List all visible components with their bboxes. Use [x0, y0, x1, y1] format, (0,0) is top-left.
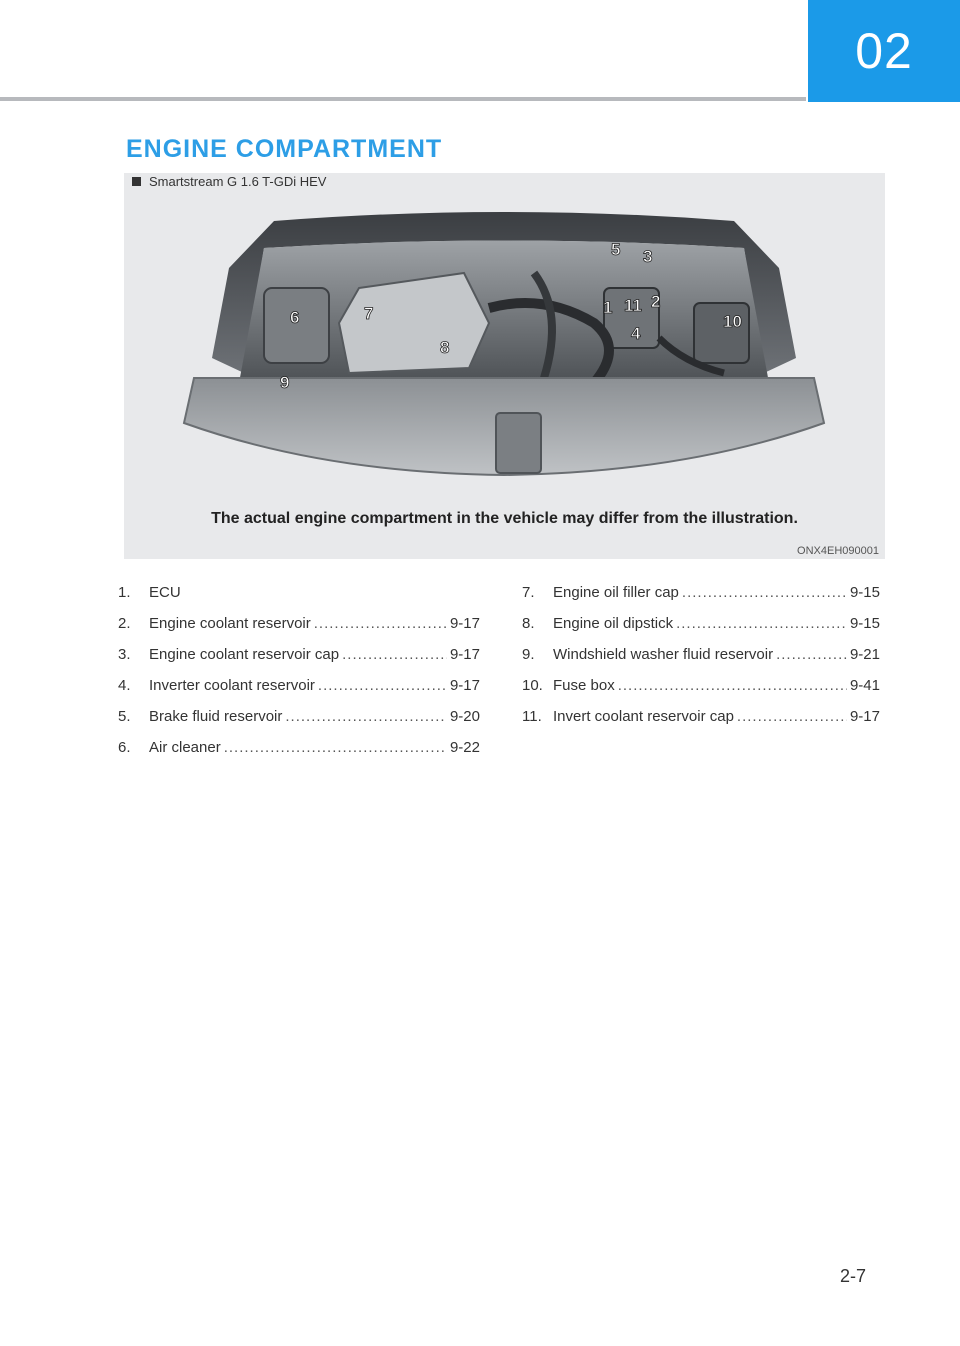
list-item: 9. Windshield washer fluid reservoir ..... 9-21	[522, 646, 880, 677]
leader-dots	[318, 677, 447, 694]
callout-3: 3	[643, 247, 653, 266]
list-item: 4. Inverter coolant reservoir ..... 9-17	[118, 677, 480, 708]
list-item: 5. Brake fluid reservoir ..... 9-20	[118, 708, 480, 739]
callout-7: 7	[364, 304, 374, 323]
figure-caption	[132, 174, 326, 189]
callout-8: 8	[440, 338, 450, 357]
leader-dots	[776, 646, 847, 663]
component-list-right	[522, 584, 880, 739]
list-item: 1. ECU	[118, 584, 181, 601]
leader-dots	[737, 708, 847, 725]
callout-9: 9	[280, 373, 290, 392]
list-item: 10. Fuse box ..... 9-41	[522, 677, 880, 708]
callout-10: 10	[723, 312, 742, 331]
chapter-tab: 02	[808, 0, 960, 102]
engine-cover	[339, 273, 489, 373]
leader-dots	[618, 677, 847, 694]
leader-dots	[224, 739, 447, 756]
callout-2: 2	[651, 292, 661, 311]
list-item: 8. Engine oil dipstick ..... 9-15	[522, 615, 880, 646]
list-item: 6. Air cleaner ..... 9-22	[118, 739, 480, 770]
figure-note: The actual engine compartment in the vehicle may differ from the illustration.	[211, 510, 798, 527]
list-item: 2. Engine coolant reservoir ..... 9-17	[118, 615, 480, 646]
header-rule	[0, 97, 806, 101]
figure-code: ONX4EH090001	[797, 545, 879, 557]
list-item: 11. Invert coolant reservoir cap ..... 9-17	[522, 708, 880, 739]
callout-1: 1	[603, 298, 613, 317]
list-item: 7. Engine oil filler cap ..... 9-15	[522, 584, 880, 615]
section-title: ENGINE COMPARTMENT	[126, 135, 443, 163]
component-list-left	[118, 584, 480, 770]
engine-figure	[124, 173, 885, 559]
callout-4: 4	[631, 324, 641, 343]
callout-11: 11	[624, 296, 642, 315]
engine-variant: Smartstream G 1.6 T-GDi HEV	[149, 174, 327, 189]
hood-latch	[496, 413, 541, 473]
leader-dots	[676, 615, 847, 632]
list-item: 3. Engine coolant reservoir cap ..... 9-17	[118, 646, 480, 677]
leader-dots	[682, 584, 847, 601]
callout-5: 5	[611, 240, 621, 259]
engine-illustration	[124, 173, 885, 559]
page-number: 2-7	[840, 1266, 867, 1286]
square-bullet-icon	[132, 177, 141, 186]
callout-6: 6	[290, 308, 300, 327]
leader-dots	[314, 615, 447, 632]
leader-dots	[342, 646, 447, 663]
leader-dots	[285, 708, 447, 725]
